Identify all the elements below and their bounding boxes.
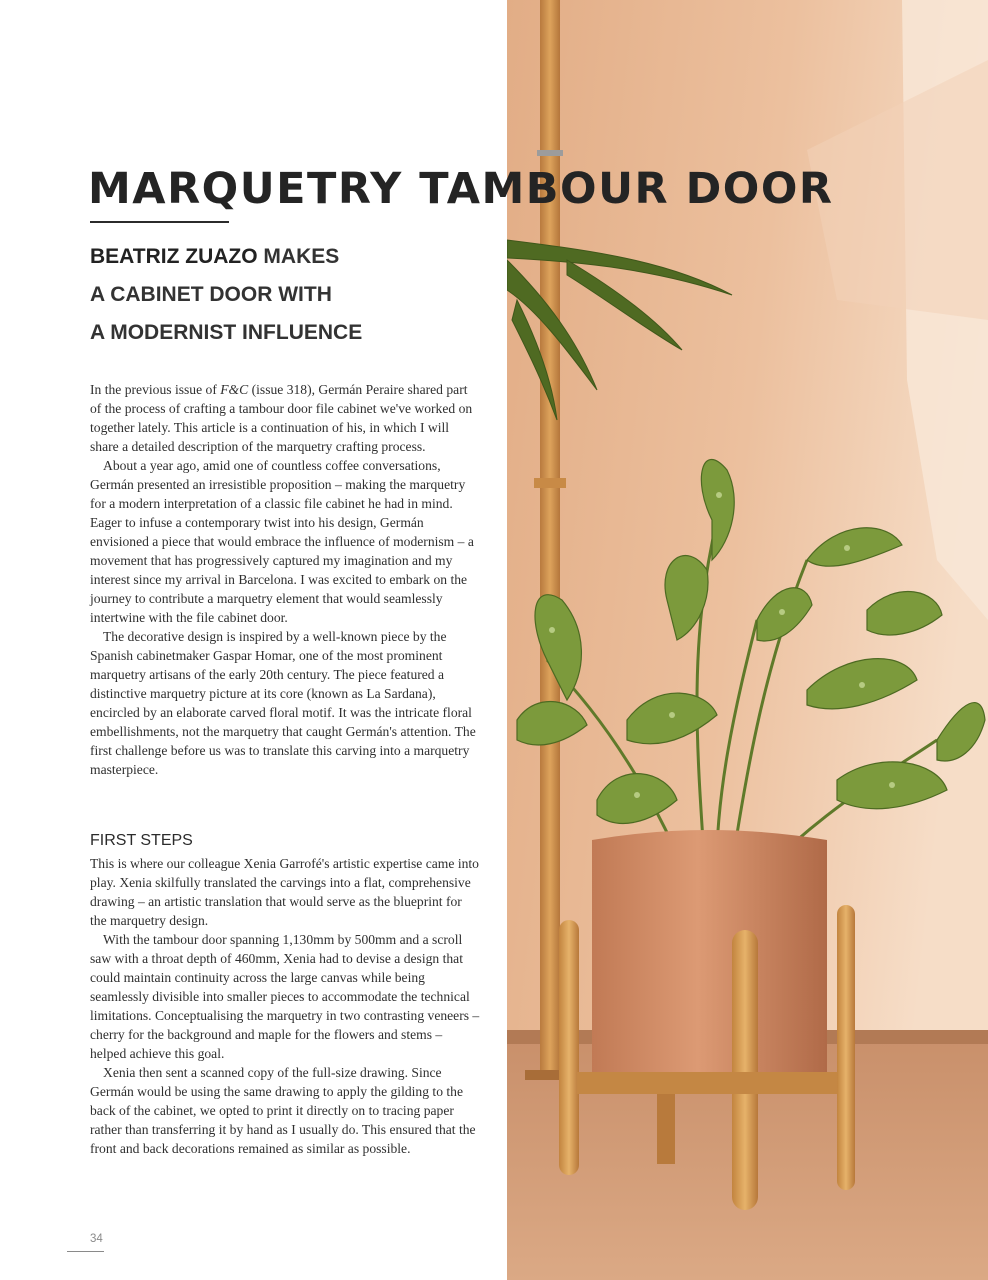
article-title: MARQUETRY TAMBOUR DOOR xyxy=(88,164,834,214)
intro-text xyxy=(90,380,480,779)
page-number-rule xyxy=(67,1251,104,1252)
author-name: BEATRIZ ZUAZO xyxy=(90,245,258,268)
first-steps-paragraph-3: Xenia then sent a scanned copy of the full-size drawing. Since Germán would be using the same drawing to apply the gilding to the back of the cabinet, we opted to print it directly on to tracing paper rather than transferring it by hand as I usually do. This ensured that the front and back decorations remained as similar as possible. xyxy=(90,1065,476,1156)
subtitle-line-2: A CABINET DOOR WITH xyxy=(90,283,332,306)
first-steps-text xyxy=(90,854,480,1158)
first-steps-paragraph-1: This is where our colleague Xenia Garrofé's artistic expertise came into play. Xenia skilfully translated the carvings into a flat, comprehensive drawing – an artistic translation that would serve as the blueprint for the marquetry design. xyxy=(90,856,479,928)
first-steps-paragraph-2: With the tambour door spanning 1,130mm by 500mm and a scroll saw with a throat depth of 460mm, Xenia had to devise a design that could maintain continuity across the large canvas while being seamlessly divisible into smaller pieces to accommodate the technical limitations. Conceptualising the marquetry in two contrasting veneers – cherry for the background and maple for the flowers and stems – helped achieve this goal. xyxy=(90,932,480,1061)
article-subtitle xyxy=(90,238,362,352)
subtitle-line-1: MAKES xyxy=(257,245,340,268)
section-heading-first-steps: FIRST STEPS xyxy=(90,832,193,849)
magazine-name: F&C xyxy=(220,382,249,397)
page-number: 34 xyxy=(90,1233,103,1245)
intro-p1-start: In the previous issue of xyxy=(90,382,221,397)
title-underline xyxy=(90,221,229,223)
intro-paragraph-1 xyxy=(90,380,480,456)
intro-p1-end: (issue 318), Germán Peraire shared part of the process of crafting a tambour door file cabinet we've worked on together lately. This article is a continuation of his, in which I will share a detailed description of the marquetry crafting process. xyxy=(90,382,473,454)
intro-paragraph-2: About a year ago, amid one of countless coffee conversations, Germán presented an irresistible proposition – making the marquetry for a modern interpretation of a classic file cabinet he had in mind. Eager to infuse a contemporary twist into his design, Germán envisioned a piece that would embrace the influence of modernism – a movement that has progressively captured my imagination and my interest since my arrival in Barcelona. I was excited to embark on the journey to contribute a marquetry element that would seamlessly intertwine with the file cabinet door. xyxy=(90,458,474,625)
intro-paragraph-3: The decorative design is inspired by a well-known piece by the Spanish cabinetmaker Gaspar Homar, one of the most prominent marquetry artisans of the early 20th century. The piece featured a distinctive marquetry picture at its core (known as La Sardana), encircled by an elaborate carved floral motif. It was the intricate floral embellishments, not the marquetry that caught Germán's attention. The first challenge before us was to translate this carving into a marquetry masterpiece. xyxy=(90,629,476,777)
subtitle-line-3: A MODERNIST INFLUENCE xyxy=(90,321,363,344)
